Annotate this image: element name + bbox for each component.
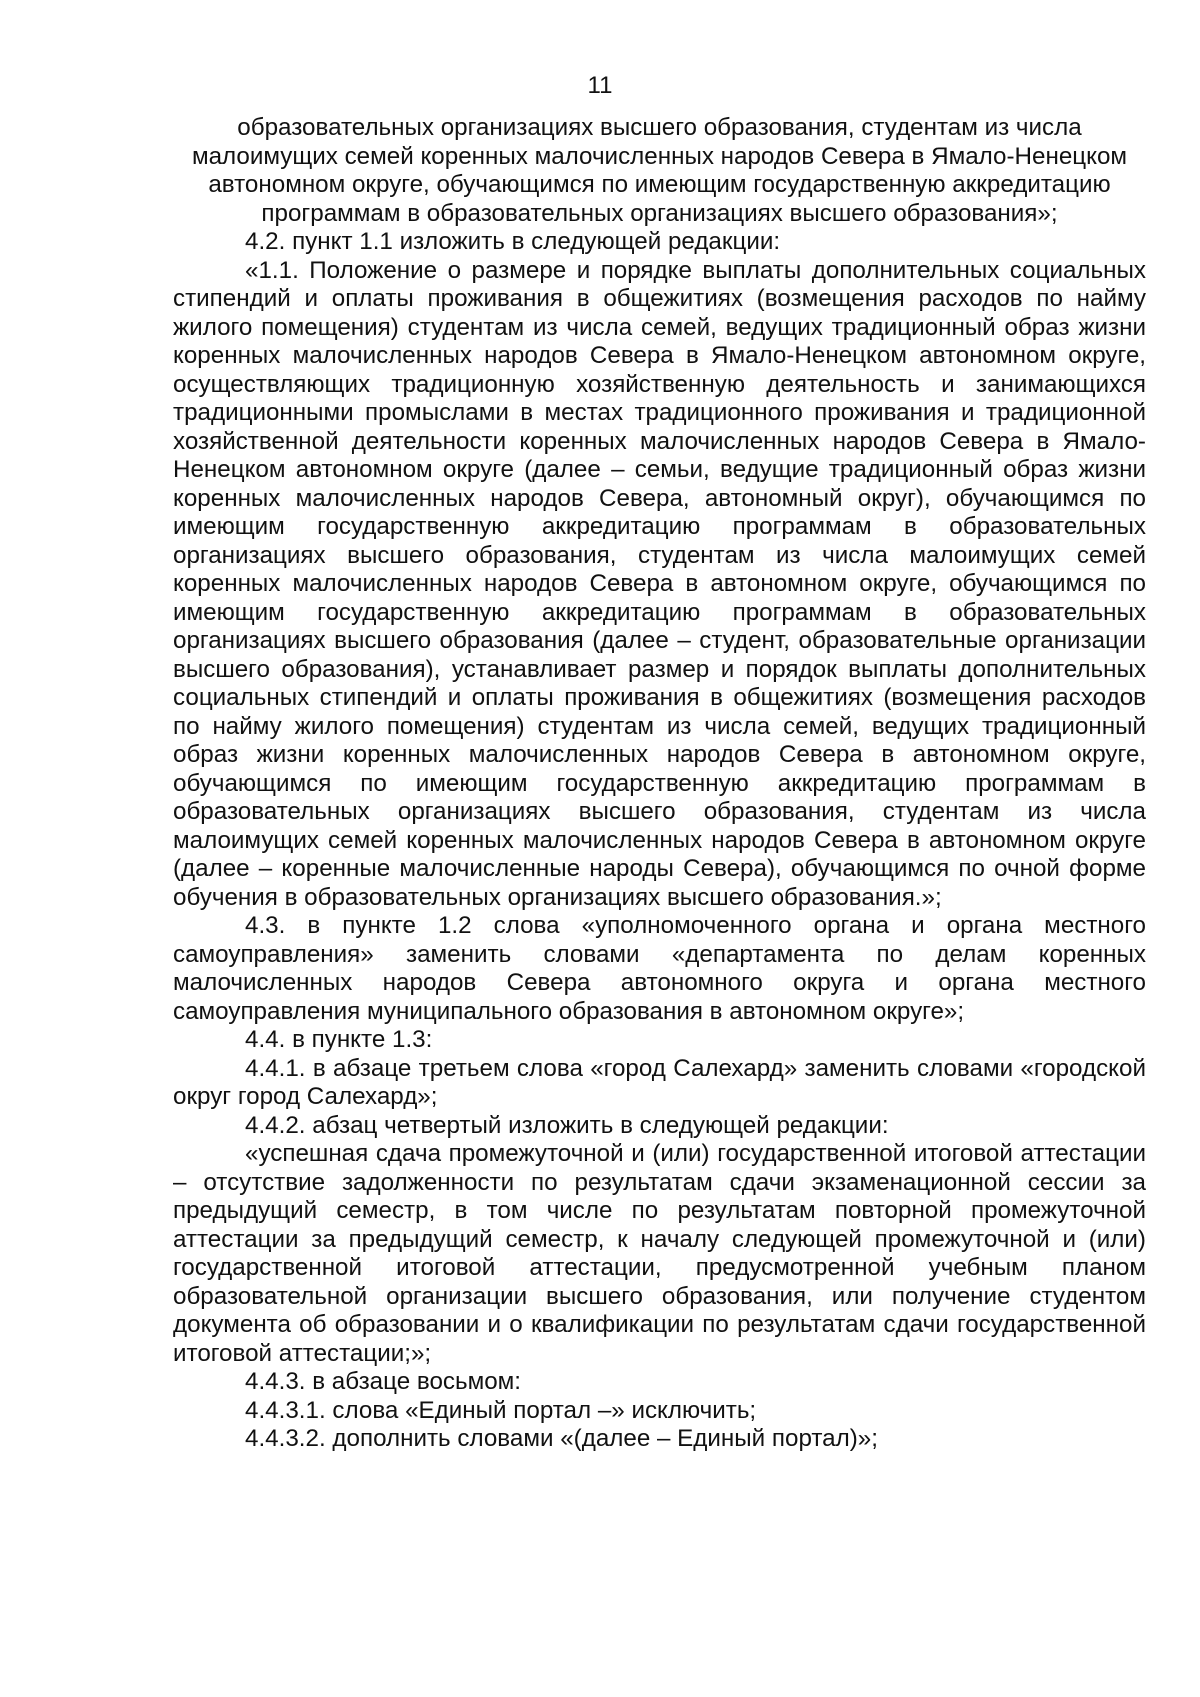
paragraph-4-4-1: 4.4.1. в абзаце третьем слова «город Салехард» заменить словами «городской округ город Салехард»; [173,1054,1146,1110]
paragraph-4-4-3: 4.4.3. в абзаце восьмом: [245,1368,522,1395]
paragraph-4-4-2-new-text: «успешная сдача промежуточной и (или) государственной итоговой аттестации – отсутствие задолженности по результатам сдачи экзаменационной сессии за предыдущий семестр, в том числе по результатам повторной промежуточной аттестации за предыдущий семестр, к началу следующей промежуточной и (или) государственной итоговой аттестации, предусмотренной учебным планом образовательной организации высшего образования, или получение студентом документа об образовании и о квалификации по результатам сдачи государственной итоговой аттестации;»; [173,1140,1146,1367]
paragraph-4-3: 4.3. в пункте 1.2 слова «уполномоченного органа и органа местного самоуправления» заменить словами «департамента по делам коренных малочисленных народов Севера автономного округа и органа местного самоуправления муниципального образования в автономном округе»; [173,912,1146,1025]
paragraph-1-1-new-text: «1.1. Положение о размере и порядке выплаты дополнительных социальных стипендий и оплаты проживания в общежитиях (возмещения расходов по найму жилого помещения) студентам из числа семей, ведущих традиционный образ жизни коренных малочисленных народов Севера в Ямало-Ненецком автономном округе, осуществляющих традиционную хозяйственную деятельность и занимающихся традиционными промыслами в местах традиционного проживания и традиционной хозяйственной деятельности коренных малочисленных народов Севера в Ямало-Ненецком автономном округе (далее – семьи, ведущие традиционный образ жизни коренных малочисленных народов Севера, автономный округ), обучающимся по имеющим государственную аккредитацию программам в образовательных организациях высшего образования, студентам из числа малоимущих семей коренных малочисленных народов Севера в автономном округе, обучающимся по имеющим государственную аккредитацию программам в образовательных организациях высшего образования (далее – студент, образовательные организации высшего образования), устанавливает размер и порядок выплаты дополнительных социальных стипендий и оплаты проживания в общежитиях (возмещения расходов по найму жилого помещения) студентам из числа семей, ведущих традиционный образ жизни коренных малочисленных народов Севера в автономном округе, обучающимся по имеющим государственную аккредитацию программам в образовательных организациях высшего образования, студентам из числа малоимущих семей коренных малочисленных народов Севера в автономном округе (далее – коренные малочисленные народы Севера), обучающимся по очной форме обучения в образовательных организациях высшего образования.»; [173,256,1146,911]
paragraph-4-2: 4.2. пункт 1.1 изложить в следующей редакции: [245,228,781,255]
paragraph-continuation: образовательных организациях высшего образования, студентам из числа малоимущих семей коренных малочисленных народов Севера в Ямало-Ненецком автономном округе, обучающимся по имеющим государственную аккредитацию программам в образовательных организациях высшего образования»; [191,114,1128,227]
document-body [173,114,1146,1454]
paragraph-4-4: 4.4. в пункте 1.3: [245,1026,433,1053]
paragraph-4-4-3-1: 4.4.3.1. слова «Единый портал –» исключить; [245,1396,757,1424]
paragraph-4-4-2: 4.4.2. абзац четвертый изложить в следующей редакции: [245,1111,889,1139]
page-number: 11 [587,72,613,99]
paragraph-4-4-3-2: 4.4.3.2. дополнить словами «(далее – Единый портал)»; [245,1425,878,1452]
